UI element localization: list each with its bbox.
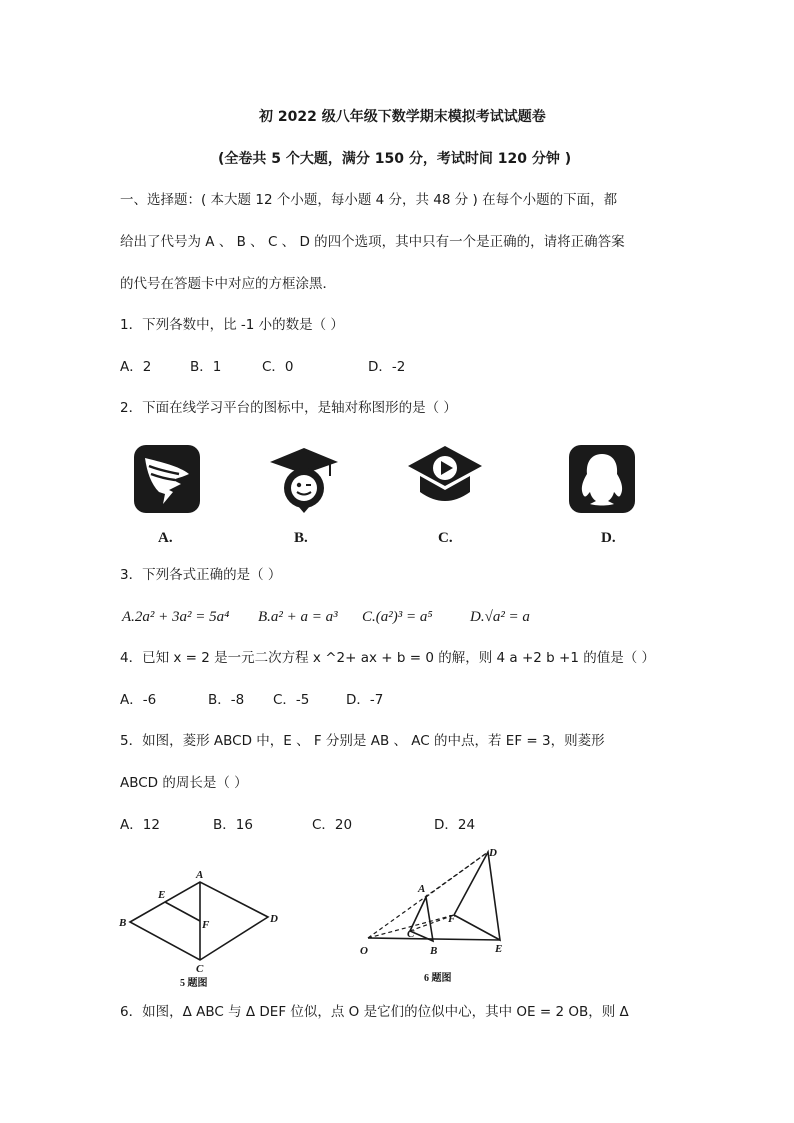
icon-label-c: C. — [438, 530, 453, 546]
label-f: F — [448, 913, 456, 925]
question-4-option-b: B．-8 — [208, 692, 245, 708]
section-intro-line-3: 的代号在答题卡中对应的方框涂黑． — [120, 276, 336, 292]
exam-info: (全卷共 5 个大题，满分 150 分，考试时间 120 分钟 ) — [218, 151, 572, 167]
question-5-option-d: D．24 — [434, 817, 476, 833]
question-3-option-a: A.2a² + 3a² = 5a⁴ — [122, 609, 230, 625]
label-b: B — [430, 945, 438, 957]
label-f: F — [202, 919, 210, 931]
label-e: E — [495, 943, 503, 955]
icon-label-b: B. — [294, 530, 308, 546]
question-1-option-b: B．1 — [190, 359, 222, 375]
question-4-stem: 4．已知 x = 2 是一元二次方程 x ^2+ ax + b = 0 的解，则 4 a +2 b +1 的值是（ ） — [120, 650, 655, 666]
question-5-option-c: C．20 — [312, 817, 353, 833]
page-title: 初 2022 级八年级下数学期末模拟考试试题卷 — [259, 109, 546, 125]
question-4-option-c: C．-5 — [273, 692, 310, 708]
question-3-option-c: C.(a²)³ = a⁵ — [362, 609, 433, 625]
ray-oe — [368, 938, 500, 940]
question-3-option-d: D.√a² = a — [470, 609, 530, 625]
figure-5-rhombus — [110, 850, 310, 995]
question-4-option-d: D．-7 — [346, 692, 384, 708]
question-6-stem: 6．如图，Δ ABC 与 Δ DEF 位似，点 O 是它们的位似中心，其中 OE = 2 OB，则 Δ — [120, 1004, 629, 1020]
penguin-icon — [568, 444, 636, 518]
graduation-face-icon — [268, 446, 340, 518]
question-3-stem: 3．下列各式正确的是（ ） — [120, 567, 282, 583]
question-5-option-a: A．12 — [120, 817, 160, 833]
label-e: E — [158, 889, 166, 901]
question-1-stem: 1．下列各数中，比 -1 小的数是（ ） — [120, 317, 344, 333]
label-d: D — [489, 847, 497, 859]
question-2-stem: 2．下面在线学习平台的图标中，是轴对称图形的是（ ） — [120, 400, 457, 416]
section-intro-line-1: 一、选择题：( 本大题 12 个小题，每小题 4 分，共 48 分 ) 在每个小题的下面，都 — [120, 192, 618, 208]
question-5-stem-line-1: 5．如图，菱形 ABCD 中，E 、 F 分别是 AB 、 AC 的中点，若 EF = 3，则菱形 — [120, 733, 605, 749]
label-b: B — [119, 917, 127, 929]
question-1-option-a: A．2 — [120, 359, 152, 375]
question-1-option-d: D．-2 — [368, 359, 406, 375]
label-d: D — [270, 913, 278, 925]
label-a: A — [418, 883, 426, 895]
figure-6-caption: 6 题图 — [424, 973, 452, 984]
figure-5-caption: 5 题图 — [180, 978, 208, 989]
question-5-stem-line-2: ABCD 的周长是（ ） — [120, 775, 248, 791]
question-4-option-a: A．-6 — [120, 692, 157, 708]
segment-ef — [165, 902, 200, 921]
question-3-option-b: B.a² + a = a³ — [258, 609, 338, 625]
label-o: O — [360, 945, 368, 957]
label-c: C — [407, 928, 415, 940]
section-intro-line-2: 给出了代号为 A 、 B 、 C 、 D 的四个选项，其中只有一个是正确的，请将正确答案 — [120, 234, 625, 250]
triangle-def — [454, 852, 500, 940]
question-1-option-c: C．0 — [262, 359, 294, 375]
question-5-option-b: B．16 — [213, 817, 253, 833]
figure-6-homothety — [352, 842, 522, 990]
label-a: A — [196, 869, 204, 881]
play-cap-icon — [406, 444, 484, 514]
icon-label-a: A. — [158, 530, 173, 546]
label-c: C — [196, 963, 204, 975]
icon-label-d: D. — [601, 530, 616, 546]
wing-logo-icon — [133, 444, 201, 518]
